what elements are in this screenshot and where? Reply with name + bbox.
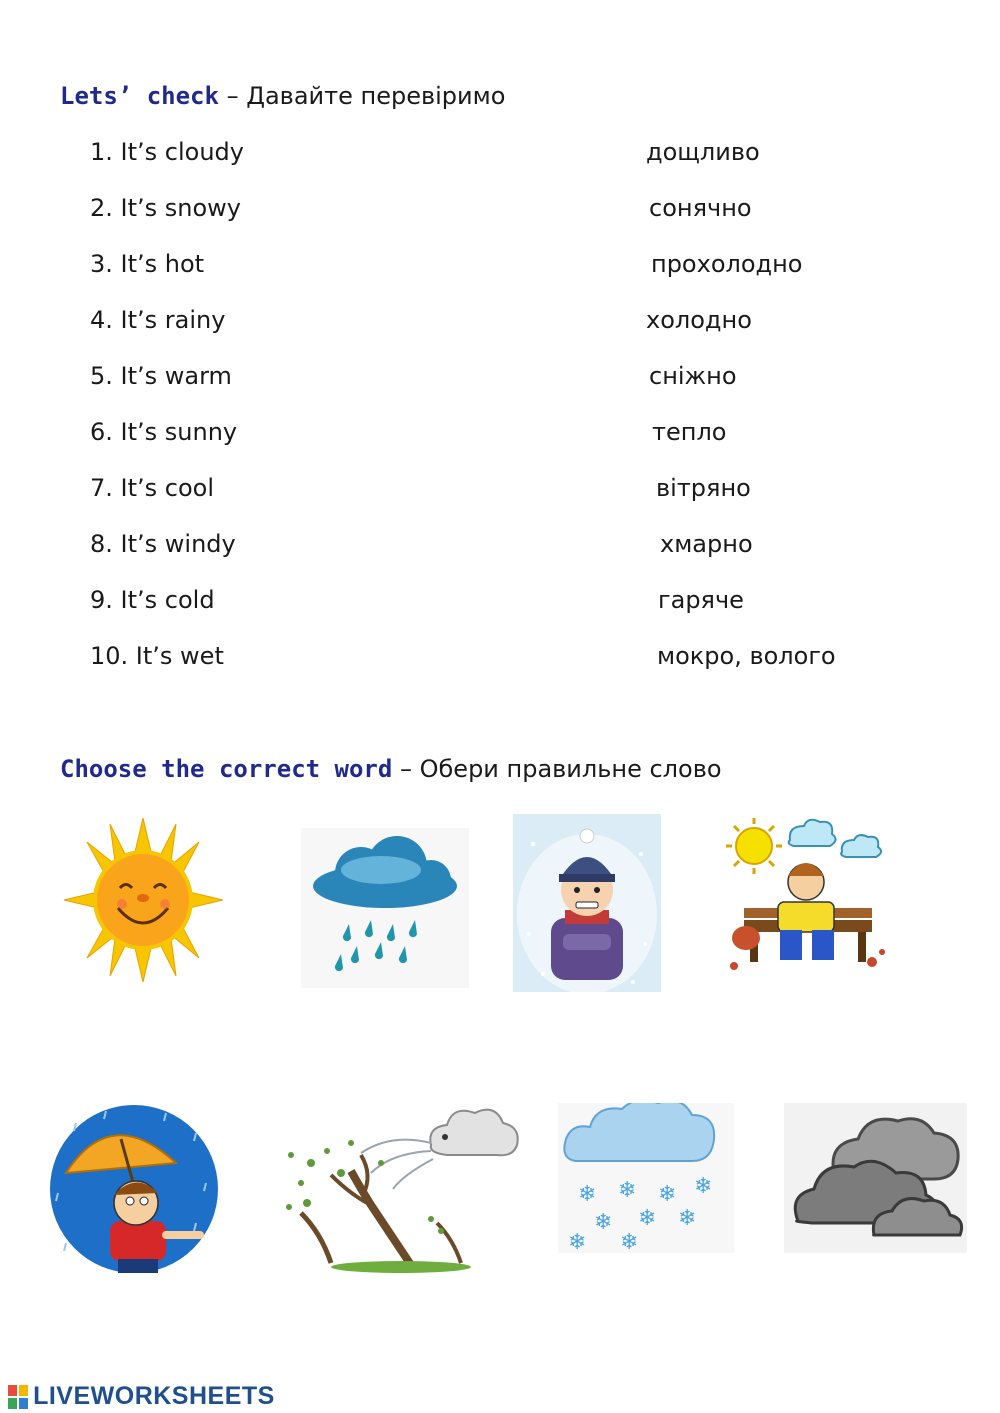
ukrainian-item: мокро, волого	[657, 642, 836, 670]
heading-ukrainian: – Обери правильне слово	[399, 755, 722, 783]
heading-english: Choose the correct word	[60, 755, 393, 783]
heading-english: Lets’ check	[60, 82, 219, 110]
svg-text:❄: ❄	[638, 1206, 657, 1231]
liveworksheets-brand: LIVEWORKSHEETS	[33, 1382, 275, 1410]
ukrainian-item: хмарно	[660, 530, 753, 558]
ukrainian-item: прохолодно	[651, 250, 803, 278]
english-item: 6. It’s sunny	[90, 418, 238, 446]
english-item: 2. It’s snowy	[90, 194, 242, 222]
boy-with-umbrella-picture	[46, 1103, 221, 1275]
svg-text:❄: ❄	[620, 1230, 639, 1253]
english-item: 8. It’s windy	[90, 530, 236, 558]
ukrainian-item: холодно	[646, 306, 752, 334]
svg-text:❄: ❄	[658, 1182, 677, 1207]
svg-text:❄: ❄	[568, 1230, 587, 1253]
ukrainian-item: тепло	[652, 418, 727, 446]
grey-clouds-picture	[784, 1103, 967, 1253]
english-item: 3. It’s hot	[90, 250, 205, 278]
smiling-sun-picture	[62, 816, 225, 984]
ukrainian-item: гаряче	[658, 586, 744, 614]
english-item: 7. It’s cool	[90, 474, 215, 502]
ukrainian-item: сніжно	[649, 362, 737, 390]
svg-text:❄: ❄	[578, 1182, 597, 1207]
english-item: 5. It’s warm	[90, 362, 232, 390]
liveworksheets-footer	[8, 1382, 275, 1408]
liveworksheets-logo-icon	[8, 1385, 28, 1409]
ukrainian-item: вітряно	[656, 474, 751, 502]
svg-text:❄: ❄	[618, 1178, 637, 1203]
svg-text:❄: ❄	[594, 1210, 613, 1235]
section-heading-lets-check	[60, 82, 505, 110]
section-heading-choose-word	[60, 755, 722, 783]
english-item: 9. It’s cold	[90, 586, 215, 614]
snow-cloud-picture	[558, 1103, 734, 1253]
ukrainian-item: дощливо	[646, 138, 760, 166]
english-item: 1. It’s cloudy	[90, 138, 244, 166]
rain-cloud-picture	[301, 828, 469, 988]
english-item: 10. It’s wet	[90, 642, 224, 670]
freezing-child-picture	[513, 814, 661, 992]
boy-on-bench-picture	[722, 816, 890, 978]
svg-text:❄: ❄	[678, 1206, 697, 1231]
svg-text:❄: ❄	[694, 1174, 713, 1199]
wind-bending-trees-picture	[271, 1103, 526, 1273]
english-item: 4. It’s rainy	[90, 306, 226, 334]
heading-ukrainian: – Давайте перевіримо	[226, 82, 506, 110]
ukrainian-item: сонячно	[649, 194, 752, 222]
